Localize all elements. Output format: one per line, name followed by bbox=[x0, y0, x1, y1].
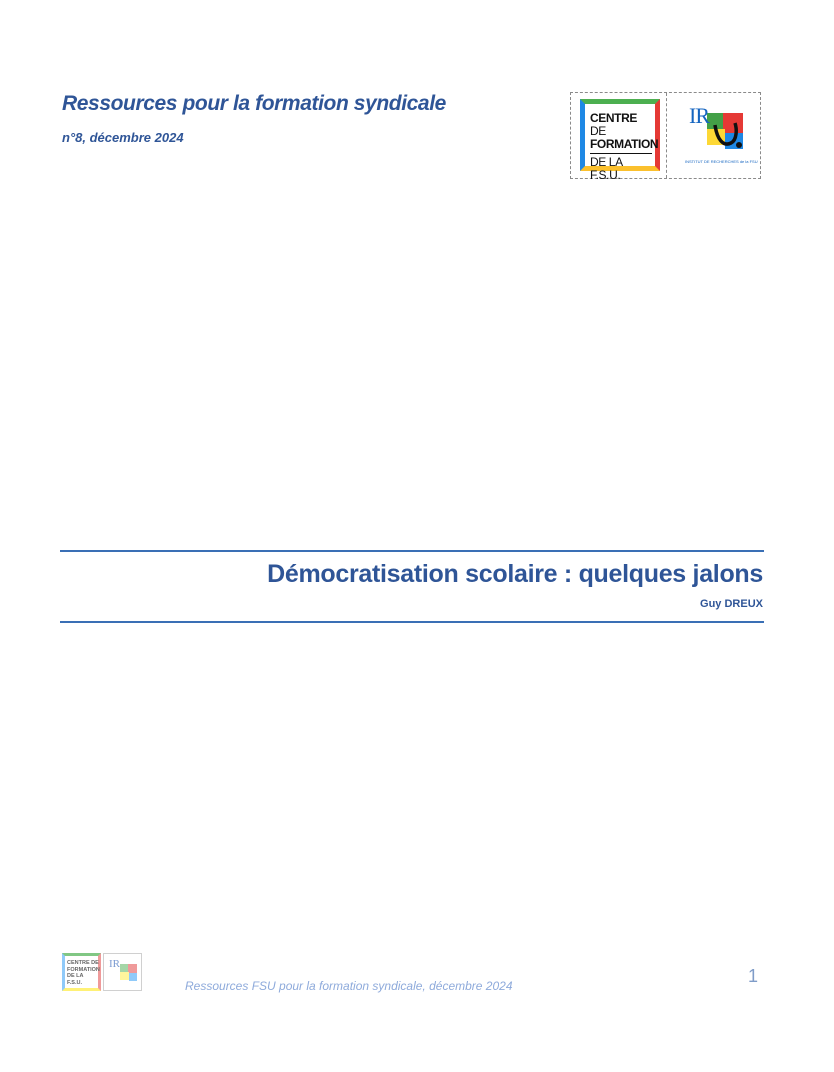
title-bottom-rule bbox=[60, 621, 764, 623]
footer-irhu-logo bbox=[103, 953, 142, 991]
footer-cfp-line2: FORMATION bbox=[67, 966, 100, 973]
logo-box bbox=[570, 92, 761, 182]
document-author: Guy DREUX bbox=[700, 598, 763, 610]
footer-cfp-logo bbox=[62, 953, 101, 991]
footer-cfp-line3: DE LA F.S.U. bbox=[67, 973, 84, 986]
irhu-logo-text: IR bbox=[689, 103, 709, 128]
footer-cfp-line1-thin: DE bbox=[91, 960, 99, 966]
cfp-logo-line1: CENTRE bbox=[590, 111, 637, 125]
footer-text: Ressources FSU pour la formation syndicale, décembre 2024 bbox=[185, 979, 513, 993]
irhu-logo bbox=[677, 99, 757, 171]
series-title: Ressources pour la formation syndicale bbox=[62, 92, 446, 115]
footer-cfp-line1: CENTRE bbox=[67, 960, 90, 966]
issue-date: n°8, décembre 2024 bbox=[62, 130, 184, 145]
cfp-logo bbox=[580, 99, 660, 182]
footer-logos bbox=[62, 953, 142, 991]
cfp-logo-line2: FORMATION bbox=[590, 137, 659, 151]
page-number: 1 bbox=[748, 966, 759, 986]
footer-irhu-text: IR bbox=[109, 958, 120, 970]
document-title: Démocratisation scolaire : quelques jalons bbox=[267, 560, 763, 588]
cfp-logo-line3: DE LA F.S.U. bbox=[590, 155, 623, 182]
title-top-rule bbox=[60, 550, 764, 552]
cfp-logo-line1-thin: DE bbox=[590, 124, 606, 138]
irhu-logo-subtitle: INSTITUT DE RECHERCHES de la FSU bbox=[685, 159, 758, 164]
